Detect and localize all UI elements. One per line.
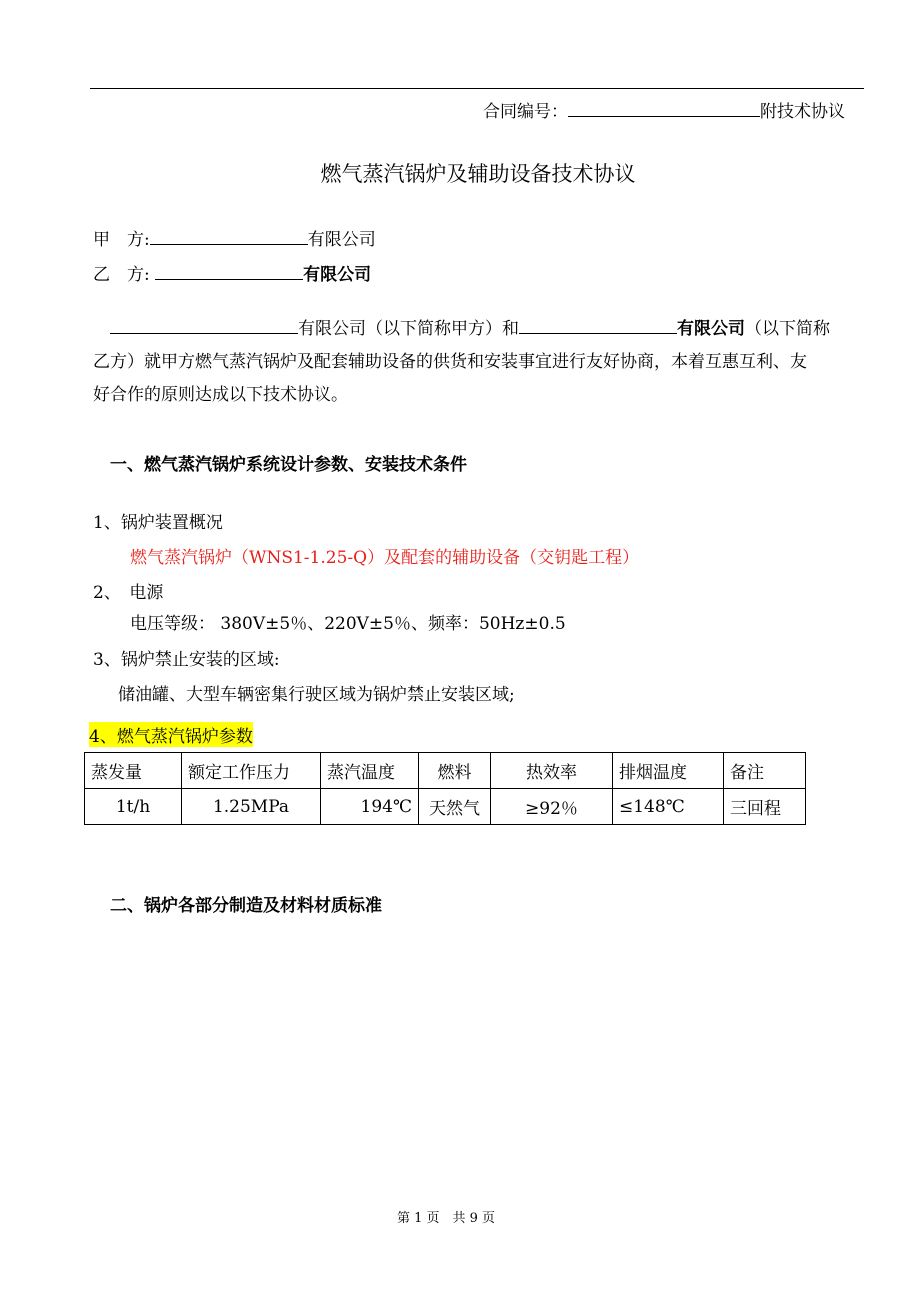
table-cell: 194℃	[321, 789, 419, 825]
item-3-title: 3、锅炉禁止安装的区域:	[93, 650, 280, 670]
table-cell: 1t/h	[85, 789, 182, 825]
party-a-blank	[150, 228, 308, 245]
table-cell: ≥92％	[491, 789, 613, 825]
table-header-cell: 蒸汽温度	[321, 753, 419, 789]
table-header-cell: 额定工作压力	[182, 753, 321, 789]
table-header-cell: 备注	[724, 753, 806, 789]
table-header-cell: 蒸发量	[85, 753, 182, 789]
item-2-text: 电压等级： 380V±5％、220V±5％、频率：50Hz±0.5	[130, 614, 566, 634]
boiler-parameters-table	[84, 752, 806, 825]
page-number: 第 1 页 共 9 页	[396, 1211, 496, 1226]
party-b-blank	[155, 263, 303, 280]
item-2-title: 2、 电源	[93, 583, 164, 603]
attachment-label: 附技术协议	[760, 102, 845, 122]
section-2-heading: 二、锅炉各部分制造及材料材质标准	[110, 896, 382, 916]
table-cell: 1.25MPa	[182, 789, 321, 825]
intro-company: 有限公司	[677, 319, 745, 339]
intro-blank-b	[519, 317, 677, 334]
item-4-title: 4、燃气蒸汽锅炉参数	[89, 722, 253, 747]
intro-blank-a	[110, 317, 298, 334]
table-cell: ≤148℃	[613, 789, 724, 825]
party-b-label: 乙 方:	[93, 265, 150, 285]
table-header-row	[85, 753, 806, 789]
intro-line-2: 乙方）就甲方燃气蒸汽锅炉及配套辅助设备的供货和安装事宜进行友好协商，本着互惠互利、友	[93, 352, 807, 372]
table-row	[85, 789, 806, 825]
intro-text: 有限公司（以下简称甲方）和	[298, 319, 519, 339]
intro-line-3: 好合作的原则达成以下技术协议。	[93, 385, 348, 405]
item-3-text: 储油罐、大型车辆密集行驶区域为锅炉禁止安装区域;	[118, 685, 515, 705]
intro-text-2: （以下简称	[745, 319, 830, 339]
table-cell: 天然气	[419, 789, 491, 825]
table-header-cell: 燃料	[419, 753, 491, 789]
document-title: 燃气蒸汽锅炉及辅助设备技术协议	[320, 162, 636, 186]
contract-header	[483, 97, 845, 122]
intro-paragraph	[93, 313, 865, 412]
party-b	[93, 260, 371, 285]
section-1-heading: 一、燃气蒸汽锅炉系统设计参数、安装技术条件	[110, 455, 467, 475]
party-b-suffix: 有限公司	[303, 265, 372, 285]
table-header-cell: 热效率	[491, 753, 613, 789]
party-a	[93, 225, 376, 250]
party-a-label: 甲 方:	[93, 230, 150, 250]
party-a-suffix: 有限公司	[307, 230, 376, 250]
table-header-cell: 排烟温度	[613, 753, 724, 789]
item-1-text: 燃气蒸汽锅炉（WNS1-1.25-Q）及配套的辅助设备（交钥匙工程）	[130, 548, 640, 568]
contract-no-label: 合同编号：	[483, 102, 568, 122]
contract-no-blank	[568, 100, 760, 117]
table-cell: 三回程	[724, 789, 806, 825]
header-rule	[90, 88, 864, 89]
item-1-title: 1、锅炉装置概况	[93, 513, 223, 533]
